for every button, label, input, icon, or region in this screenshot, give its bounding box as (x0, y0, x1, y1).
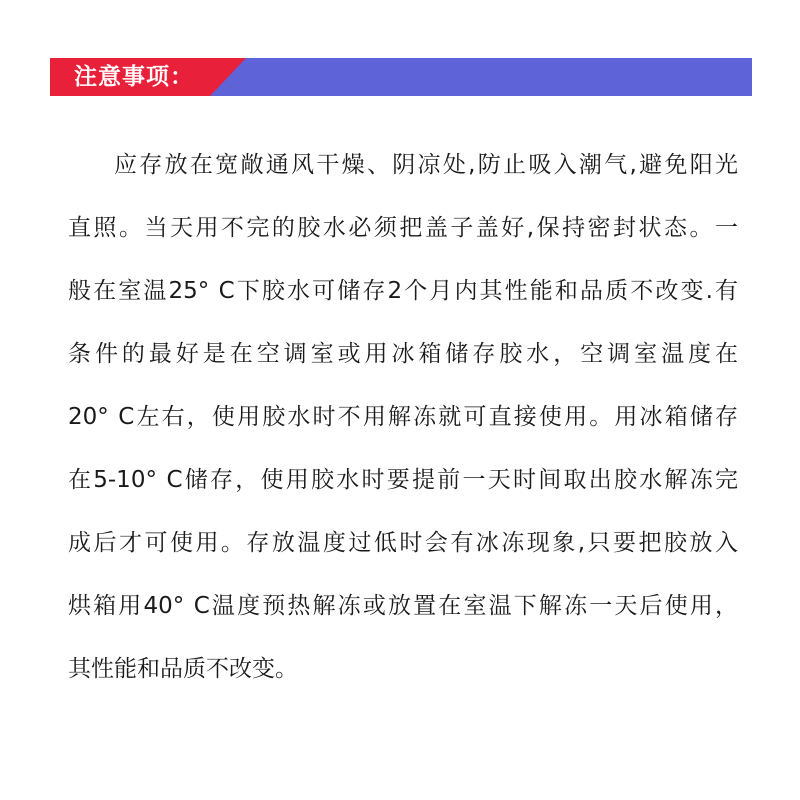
section-header-title: 注意事项： (74, 64, 194, 90)
notice-body (68, 140, 738, 707)
paragraph-line: 成后才可使用。存放温度过低时会有冰冻现象,只要把胶放入 (68, 530, 738, 556)
paragraph-line: 在5-10° C储存，使用胶水时要提前一天时间取出胶水解冻完 (68, 467, 738, 493)
paragraph-line: 应存放在宽敞通风干燥、阴凉处,防止吸入潮气,避免阳光 (114, 152, 738, 178)
paragraph-line: 其性能和品质不改变。 (68, 656, 298, 682)
banner-blue-segment (210, 58, 752, 96)
section-header-banner (50, 58, 752, 96)
paragraph-line: 烘箱用40° C温度预热解冻或放置在室温下解冻一天后使用， (68, 593, 738, 619)
paragraph-line: 20° C左右，使用胶水时不用解冻就可直接使用。用冰箱储存 (68, 404, 738, 430)
paragraph-line: 直照。当天用不完的胶水必须把盖子盖好,保持密封状态。一 (68, 215, 738, 241)
paragraph-line: 条件的最好是在空调室或用冰箱储存胶水，空调室温度在 (68, 341, 738, 367)
paragraph-line: 般在室温25° C下胶水可储存2个月内其性能和品质不改变.有 (68, 278, 738, 304)
